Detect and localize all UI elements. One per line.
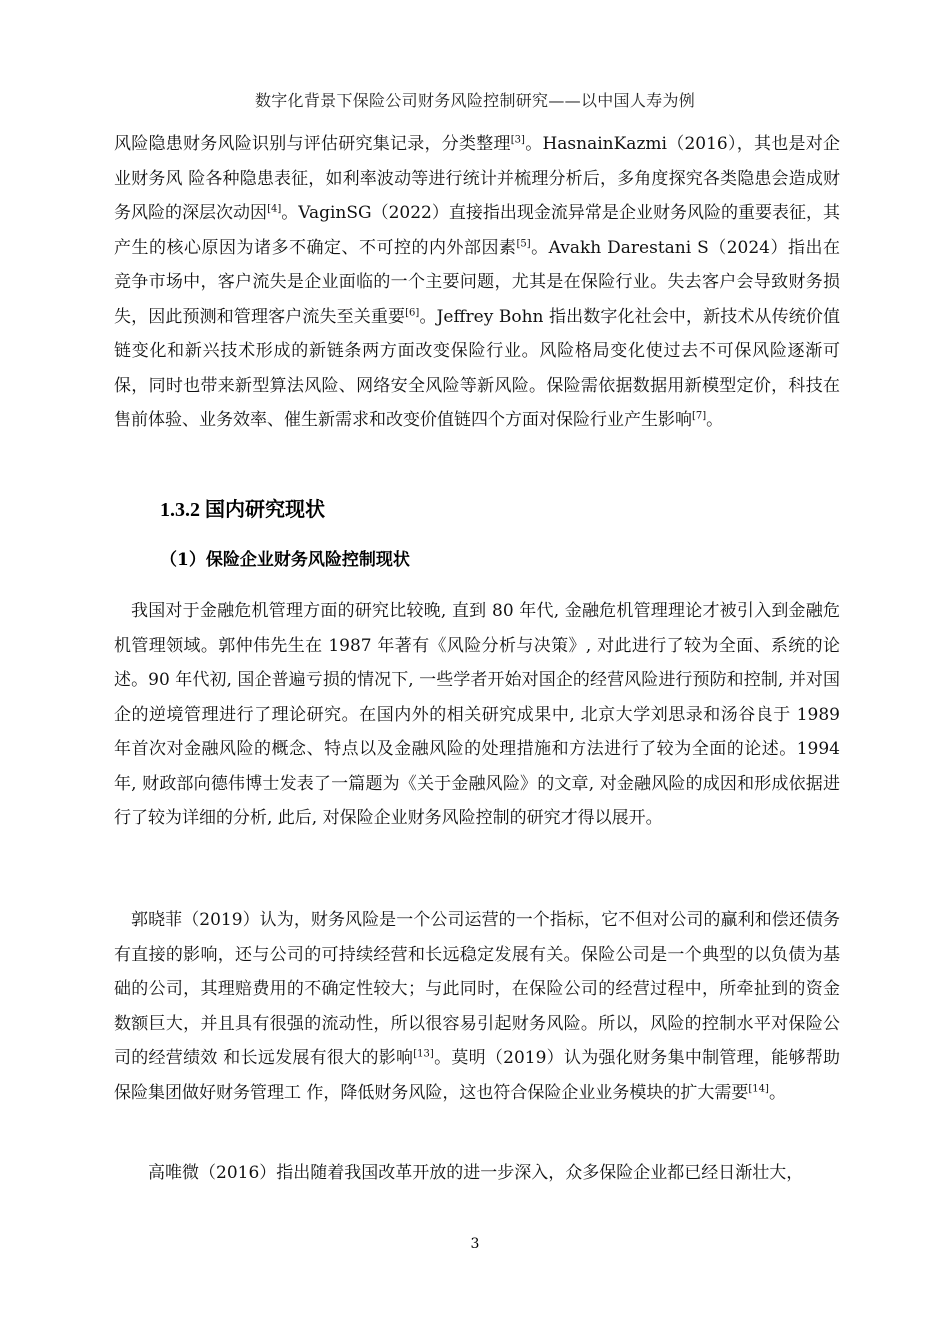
text-run: 。HasnainKazmi（2016），其也是对企业财务风 险各种隐患表征，如利率波动等进行统计并梳理分析后，多角度探究各类隐患会造成财务风险的深层次动因 — [114, 134, 840, 223]
citation: [6] — [405, 306, 420, 318]
paragraph-domestic-history: 我国对于金融危机管理方面的研究比较晚, 直到 80 年代, 金融危机管理理论才被引入到金融危机管理领域。郭仲伟先生在 1987 年著有《风险分析与决策》, 对此进行了较为全面、系统的论述。90 年代初, 国企普遍亏损的情况下, 一些学者开始对国企的经营风险进行预防和控制, 并对国企的逆境管理进行了理论研究。在国内外的相关研究成果中, 北京大学刘思录和汤谷良于 1989 年首次对金融风险的概念、特点以及金融风险的处理措施和方法进行了较为全面的论述。1994 年, 财政部向德伟博士发表了一篇题为《关于金融风险》的文章, 对金融风险的成因和形成依据进行了较为详细的分析, 此后, 对保险企业财务风险控制的研究才得以展开。 — [114, 601, 840, 828]
text-run: 郭晓菲（2019）认为，财务风险是一个公司运营的一个指标，它不但对公司的赢利和偿还债务有直接的影响，还与公司的可持续经营和长远稳定发展有关。保险公司是一个典型的以负债为基础的公司，其理赔费用的不确定性较大；与此同时，在保险公司的经营过程中，所牵扯到的资金数额巨大，并且具有很强的流动性，所以很容易引起财务风险。所以，风险的控制水平对保险公司的经营绩效 和长远发展有很大的影响 — [114, 910, 840, 1068]
text-run: 。 — [706, 410, 724, 430]
citation: [4] — [267, 203, 282, 215]
paragraph-foreign-research — [114, 127, 840, 438]
citation: [3] — [510, 134, 525, 146]
sub-heading: （1）保险企业财务风险控制现状 — [160, 550, 410, 570]
text-run: 。VaginSG（2022）直接指出现金流异常是企业财务风险的重要表征，其 产生的核心原因为诸多不确定、不可控的内外部因素 — [114, 203, 841, 258]
text-run: 。 — [768, 1082, 786, 1103]
citation: [5] — [516, 237, 531, 249]
paragraph-continued: 高唯微（2016）指出随着我国改革开放的进一步深入，众多保险企业都已经日渐壮大， — [148, 1163, 804, 1183]
page-number: 3 — [470, 1236, 480, 1252]
text-run: 。莫明（2019）认为强化财务集中制管理，能够帮助保险集团做好财务管理工 作，降低财务风险，这也符合保险企业业务模块的扩大需要 — [114, 1048, 840, 1103]
text-run: 。Jeffrey Bohn 指出数字化社会中，新技术从传统价值链变化和新兴技术形成的新链条两方面改变保险行业。风险格局变化使过去不可保风险逐渐可保，同时也带来新型算法风险、网络安全风险等新风险。保险需依据数据用新模型定价，科技在售前体验、业务效率、催生新需求和改变价值链四个方面对保险行业产生影响 — [114, 306, 840, 430]
citation: [7] — [692, 410, 707, 422]
citation: [13] — [413, 1048, 434, 1060]
paragraph-domestic-views — [114, 903, 840, 1110]
citation: [14] — [748, 1082, 769, 1094]
running-header: 数字化背景下保险公司财务风险控制研究——以中国人寿为例 — [254, 91, 696, 110]
text-run: 风险隐患财务风险识别与评估研究集记录，分类整理 — [114, 134, 511, 154]
text-run: 。Avakh Darestani S（2024）指出在竞争市场中，客户流失是企业面临的一个主要问题，尤其是在保险行业。失去客户会导致财务损失，因此预测和管理客户流失至关重要 — [114, 237, 840, 327]
section-heading: 1.3.2 国内研究现状 — [160, 499, 325, 521]
